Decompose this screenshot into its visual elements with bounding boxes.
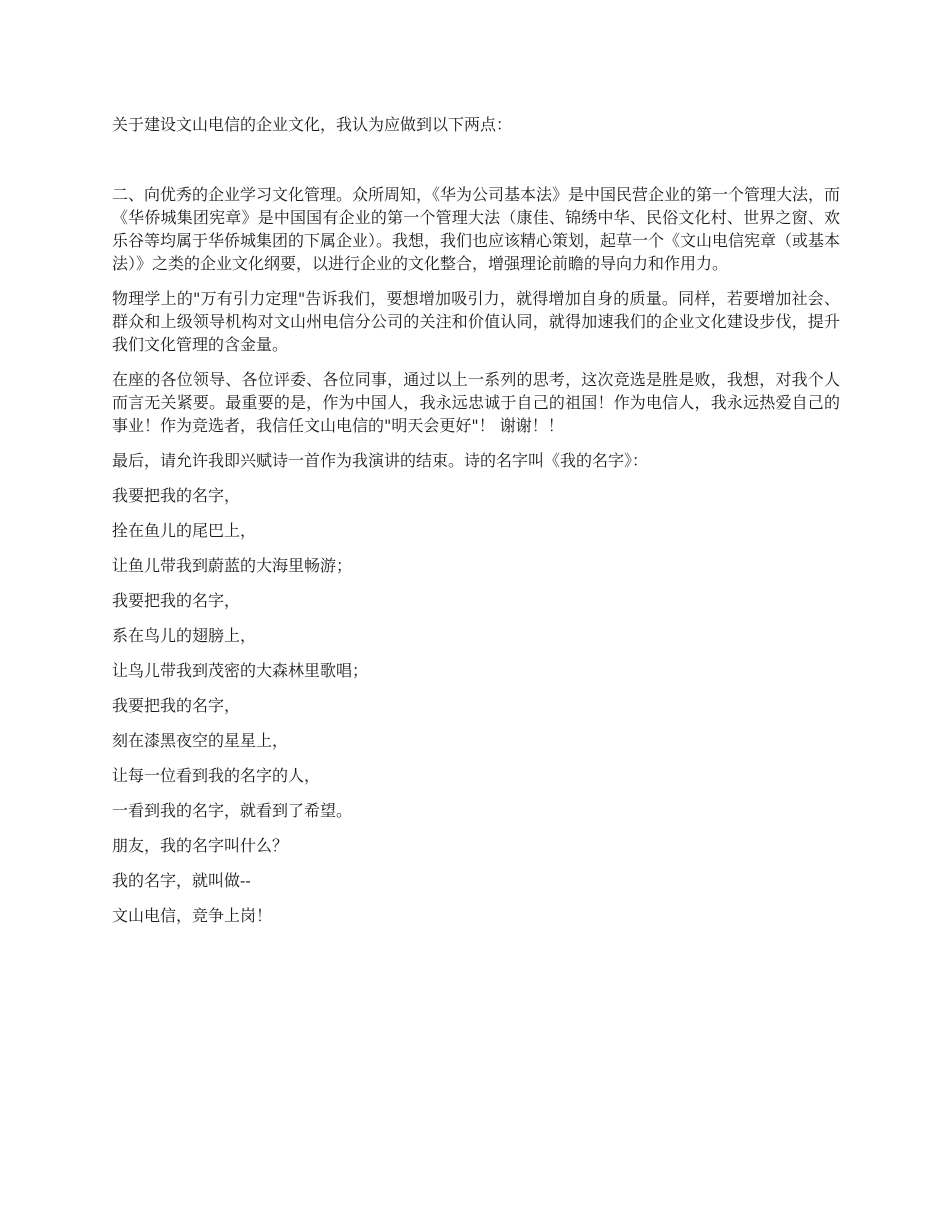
poem-line: 拴在鱼儿的尾巴上， (112, 521, 257, 540)
paragraph-closing-remarks: 在座的各位领导、各位评委、各位同事，通过以上一系列的思考，这次竞选是胜是败，我想，对我个人而言无关紧要。最重要的是，作为中国人，我永远忠诚于自己的祖国！作为电信人，我永远热爱自己的事业！作为竞选者，我信任文山电信的"明天会更好"！ 谢谢！！ (112, 370, 840, 435)
paragraph-poem-intro: 最后，请允许我即兴赋诗一首作为我演讲的结束。诗的名字叫《我的名字》： (112, 451, 649, 470)
poem-line: 我的名字，就叫做-- (112, 871, 251, 890)
poem-line: 朋友，我的名字叫什么？ (112, 836, 289, 855)
poem (112, 484, 840, 939)
poem-line: 我要把我的名字， (112, 696, 241, 715)
poem-line: 系在鸟儿的翅膀上， (112, 626, 257, 645)
poem-line: 刻在漆黑夜空的星星上， (112, 731, 289, 750)
paragraph-gravitation: 物理学上的"万有引力定理"告诉我们，要想增加吸引力，就得增加自身的质量。同样，若要增加社会、群众和上级领导机构对文山州电信分公司的关注和价值认同，就得加速我们的企业文化建设步伐，提升我们文化管理的含金量。 (112, 289, 840, 354)
poem-line: 让鸟儿带我到茂密的大森林里歌唱； (112, 661, 369, 680)
intro-paragraph: 关于建设文山电信的企业文化，我认为应做到以下两点： (112, 115, 513, 134)
document-body (112, 183, 840, 939)
poem-line: 让每一位看到我的名字的人， (112, 766, 321, 785)
poem-line: 一看到我的名字，就看到了希望。 (112, 801, 353, 820)
poem-line: 让鱼儿带我到蔚蓝的大海里畅游； (112, 556, 353, 575)
poem-line: 我要把我的名字， (112, 591, 241, 610)
poem-line: 我要把我的名字， (112, 486, 241, 505)
poem-line: 文山电信，竞争上岗！ (112, 906, 273, 925)
paragraph-culture-management: 二、向优秀的企业学习文化管理。众所周知，《华为公司基本法》是中国民营企业的第一个管理大法，而《华侨城集团宪章》是中国国有企业的第一个管理大法（康佳、锦绣中华、民俗文化村、世界之窗、欢乐谷等均属于华侨城集团的下属企业）。我想，我们也应该精心策划，起草一个《文山电信宪章（或基本法）》之类的企业文化纲要，以进行企业的文化整合，增强理论前瞻的导向力和作用力。 (112, 185, 841, 273)
